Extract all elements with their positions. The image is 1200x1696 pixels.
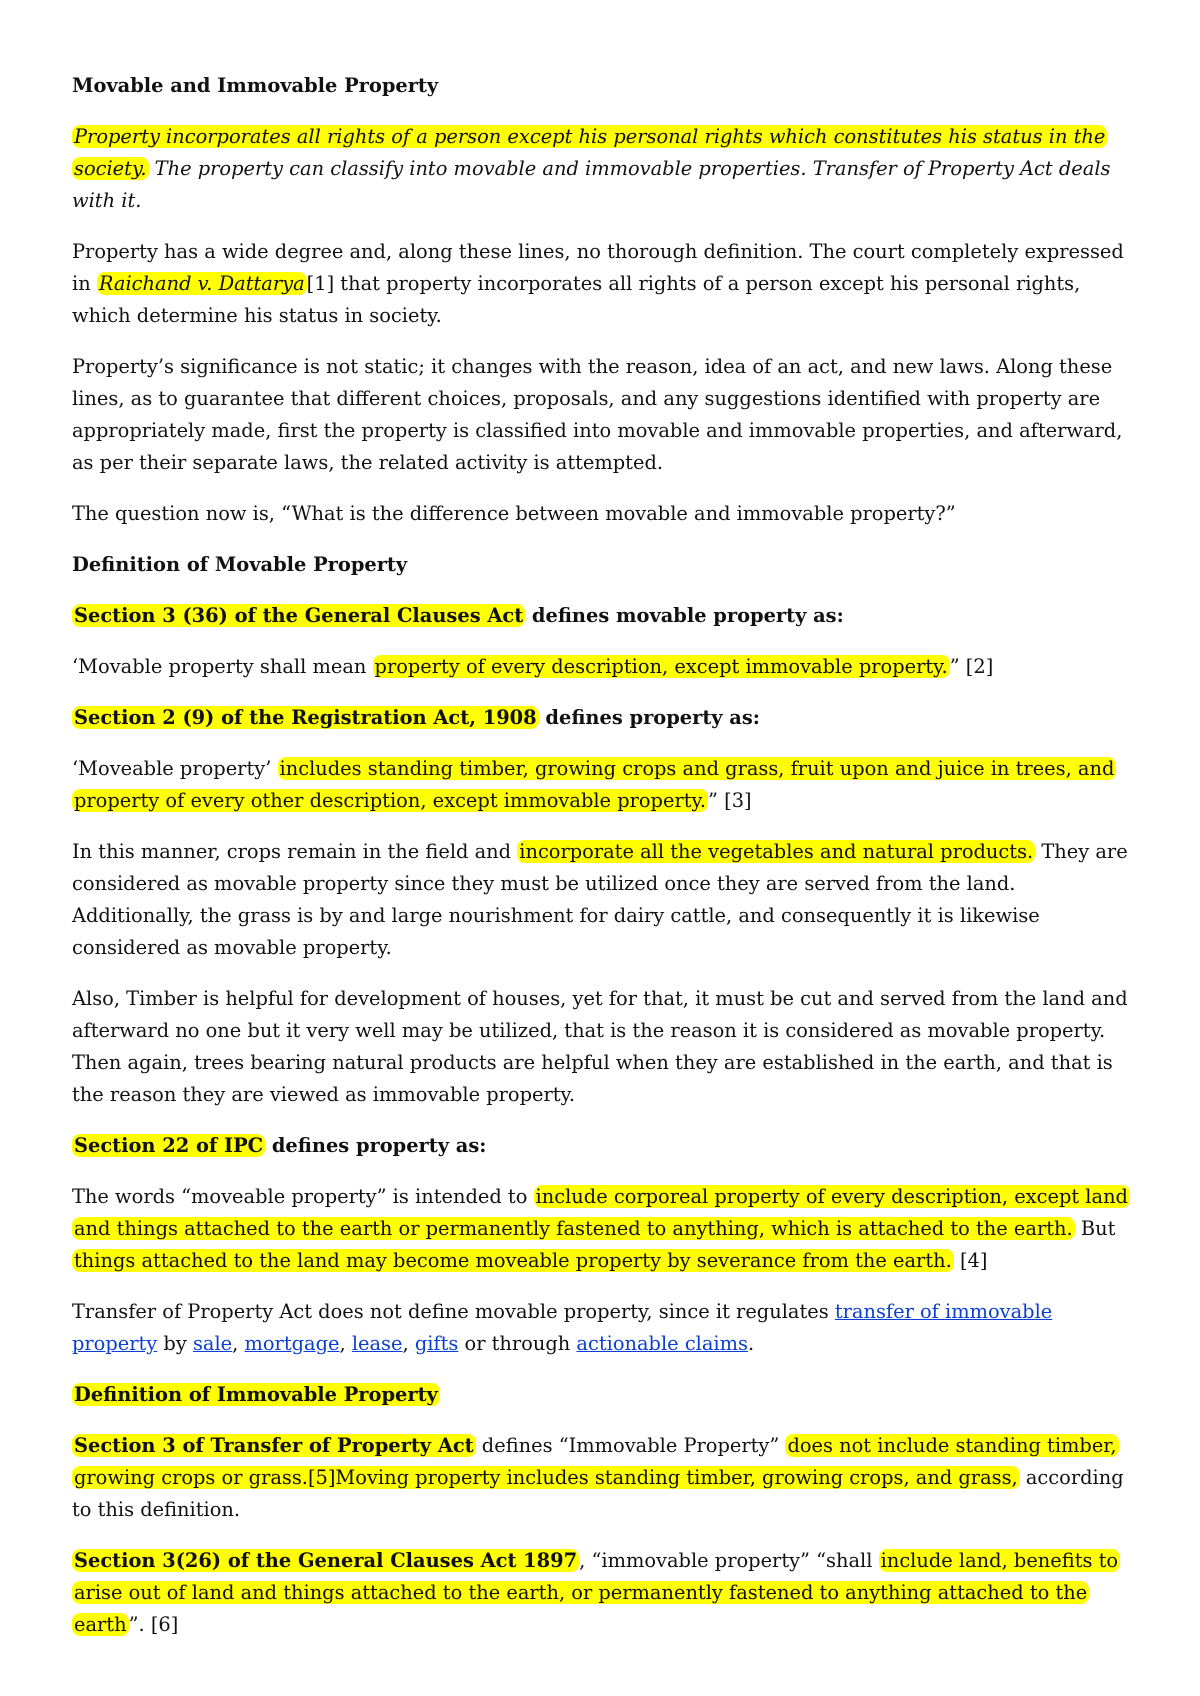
text-run: The words “moveable property” is intended to [72,1185,534,1208]
highlight: Property incorporates all rights of a person except his personal rights which constitutes his status in the society. [74,125,1106,180]
text-run: defines property as: [265,1134,487,1157]
highlight: does not include standing timber, growing crops or grass.[5]Moving property includes standing timber, growing crops, and grass, [74,1434,1117,1489]
section-22-ipc-heading [72,1130,1140,1162]
highlight: includes standing timber, growing crops and grass, fruit upon and juice in trees, and property of every other description, except immovable property. [74,757,1115,812]
text-run: ‘Movable property shall mean [72,655,373,678]
link-gifts[interactable]: gifts [414,1332,459,1355]
paragraph-timber: Also, Timber is helpful for development of houses, yet for that, it must be cut and served from the land and afterward no one but it very well may be utilized, that is the reason it is considered as movable property. Then again, trees bearing natural products are helpful when they are established in the earth, and that is the reason they are viewed as immovable property. [72,987,1128,1106]
text-run: They are considered as movable property since they must be utilized once they are served from the land. Additionally, the grass is by and large nourishment for dairy cattle, and consequently it is likewise considered as movable property. [72,840,1128,959]
highlight: things attached to the land may become moveable property by severance from the earth. [74,1249,952,1272]
highlight: Definition of Immovable Property [74,1383,438,1406]
paragraph-question: The question now is, “What is the difference between movable and immovable property?” [72,502,956,525]
link-mortgage[interactable]: mortgage [244,1332,340,1355]
section-3-36-heading [72,600,1140,632]
quote-general-clauses [72,651,1140,683]
case-name-highlight: Raichand v. Dattarya [98,272,305,295]
quote-ipc [72,1181,1140,1277]
highlight: Section 3 of Transfer of Property Act [74,1434,474,1457]
quote-registration-act [72,753,1140,817]
text-run: ” [2] [949,655,994,678]
text-run: defines movable property as: [525,604,844,627]
heading-immovable-property [72,1379,1140,1411]
text-run: , [339,1332,352,1355]
text-run: . [747,1332,755,1355]
highlight: Section 3(26) of the General Clauses Act 1897 [74,1549,578,1572]
highlight: Section 2 (9) of the Registration Act, 1908 [74,706,537,729]
page-title: Movable and Immovable Property [72,74,439,97]
text-run: by [157,1332,193,1355]
text-run: [4] [953,1249,988,1272]
highlight: Section 22 of IPC [74,1134,264,1157]
link-sale[interactable]: sale [192,1332,233,1355]
highlight: incorporate all the vegetables and natural products. [519,840,1034,863]
text-run: Property has a wide degree and, along these lines, no thorough definition. The court completely expressed in [72,240,1124,295]
text-run: The property can classify into movable and immovable properties. Transfer of Property Act deals with it. [72,157,1111,212]
heading-movable-property: Definition of Movable Property [72,553,408,576]
section-2-9-heading [72,702,1140,734]
text-run: , [232,1332,245,1355]
text-run: ‘Moveable property’ [72,757,278,780]
paragraph-definition [72,236,1140,332]
link-transfer-of-immovable-property[interactable]: transfer of immovable property [72,1300,1053,1355]
text-run: Transfer of Property Act does not define movable property, since it regulates [72,1300,835,1323]
text-run: In this manner, crops remain in the field and [72,840,518,863]
text-run: , “immovable property” “shall [579,1549,879,1572]
text-run: according to this definition. [72,1466,1124,1521]
paragraph-transfer-act [72,1296,1140,1360]
text-run: defines “Immovable Property” [475,1434,786,1457]
text-run: ”. [6] [128,1613,179,1636]
link-actionable-claims[interactable]: actionable claims [576,1332,748,1355]
intro-paragraph [72,121,1140,217]
text-run: defines property as: [538,706,760,729]
paragraph-crops [72,836,1140,964]
text-run: , [402,1332,415,1355]
paragraph-section-3-26 [72,1545,1140,1641]
highlight: include land, benefits to arise out of land and things attached to the earth, or permanently fastened to anything attached to the earth [74,1549,1119,1636]
text-run: But [1074,1217,1116,1240]
link-lease[interactable]: lease [351,1332,403,1355]
highlight: include corporeal property of every description, except land and things attached to the earth or permanently fastened to anything, which is attached to the earth. [74,1185,1128,1240]
paragraph-section-3-tpa [72,1430,1140,1526]
highlight: property of every description, except immovable property. [374,655,948,678]
paragraph-significance: Property’s significance is not static; it changes with the reason, idea of an act, and new laws. Along these lines, as to guarantee that different choices, proposals, and any suggestions identified with property are appropriately made, first the property is classified into movable and immovable properties, and afterward, as per their separate laws, the related activity is attempted. [72,355,1123,474]
highlight: Section 3 (36) of the General Clauses Act [74,604,524,627]
text-run: or through [458,1332,577,1355]
text-run: [1] that property incorporates all rights of a person except his personal rights, which determine his status in society. [72,272,1081,327]
text-run: ” [3] [708,789,752,812]
